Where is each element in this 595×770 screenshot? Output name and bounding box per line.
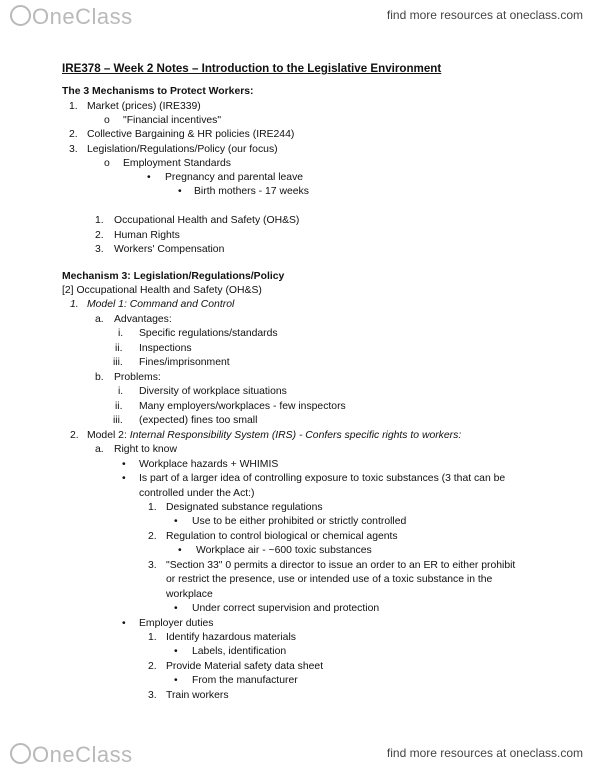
doc-title: IRE378 – Week 2 Notes – Introduction to the Legislative Environment: [62, 62, 442, 75]
list-item: Workplace air - ~600 toxic substances: [196, 545, 372, 556]
section2-heading: Mechanism 3: Legislation/Regulations/Policy: [62, 271, 285, 282]
list-item: Fines/imprisonment: [139, 357, 230, 368]
model2-label: [87, 429, 461, 443]
model2-desc: Internal Responsibility System (IRS) - Confers specific rights to workers:: [129, 430, 462, 441]
list-item: Pregnancy and parental leave: [165, 172, 304, 183]
model1-label: Model 1: Command and Control: [87, 299, 235, 310]
list-item: Inspections: [139, 343, 192, 354]
list-item: Identify hazardous materials: [166, 632, 296, 643]
marker: 3.: [148, 690, 157, 701]
list-item: From the manufacturer: [192, 675, 298, 686]
bullet-icon: •: [178, 186, 182, 197]
bullet-icon: •: [174, 603, 178, 614]
list-item: "Financial incentives": [123, 115, 222, 126]
list-item: Advantages:: [114, 314, 172, 325]
list-item: Use to be either prohibited or strictly controlled: [192, 516, 407, 527]
header-tagline[interactable]: find more resources at oneclass.com: [386, 8, 583, 22]
bullet-icon: •: [122, 473, 126, 484]
marker: 2.: [148, 661, 157, 672]
list-item: Market (prices) (IRE339): [87, 101, 201, 112]
list-item: Workers' Compensation: [114, 244, 225, 255]
list-item: Problems:: [114, 372, 161, 383]
marker: i.: [118, 386, 124, 397]
marker: 2.: [70, 430, 79, 441]
oneclass-logo[interactable]: [10, 742, 133, 768]
list-item: Human Rights: [114, 230, 180, 241]
section1-heading: The 3 Mechanisms to Protect Workers:: [62, 86, 254, 97]
logo-text: OneClass: [32, 4, 133, 29]
marker: iii.: [113, 415, 123, 426]
marker: 2.: [95, 230, 104, 241]
list-item-cont: workplace: [166, 589, 213, 600]
list-item: Train workers: [166, 690, 229, 701]
list-item: Occupational Health and Safety (OH&S): [114, 215, 300, 226]
marker: a.: [95, 444, 104, 455]
logo-ring-icon: [10, 5, 31, 26]
marker: 2.: [148, 531, 157, 542]
bullet-icon: •: [174, 646, 178, 657]
list-item: Provide Material safety data sheet: [166, 661, 324, 672]
marker: 1.: [148, 502, 157, 513]
list-item: Labels, identification: [192, 646, 287, 657]
marker: ii.: [115, 343, 123, 354]
bullet-icon: •: [174, 675, 178, 686]
list-item: Birth mothers - 17 weeks: [194, 186, 309, 197]
marker: i.: [118, 328, 124, 339]
bullet-icon: •: [178, 545, 182, 556]
list-item: (expected) fines too small: [139, 415, 258, 426]
list-item: Regulation to control biological or chemical agents: [166, 531, 398, 542]
list-item: Legislation/Regulations/Policy (our focus): [87, 144, 278, 155]
list-item: Employment Standards: [123, 158, 232, 169]
list-item: Specific regulations/standards: [139, 328, 278, 339]
logo-text: OneClass: [32, 742, 133, 767]
marker: 3.: [148, 560, 157, 571]
bullet-icon: •: [147, 172, 151, 183]
list-item: Right to know: [114, 444, 177, 455]
logo-ring-icon: [10, 743, 31, 764]
marker: 3.: [95, 244, 104, 255]
circle-bullet-icon: o: [104, 158, 110, 169]
header-bar: [0, 0, 595, 30]
list-item: "Section 33" 0 permits a director to issue an order to an ER to either prohibit: [166, 560, 516, 571]
list-item: Under correct supervision and protection: [192, 603, 380, 614]
bullet-icon: •: [122, 618, 126, 629]
list-item: Diversity of workplace situations: [139, 386, 287, 397]
list-item-cont: or restrict the presence, use or intended use of a toxic substance in the: [166, 574, 493, 585]
oneclass-logo[interactable]: [10, 4, 133, 30]
marker: 1.: [148, 632, 157, 643]
bullet-icon: •: [122, 459, 126, 470]
section2-subheading: [2] Occupational Health and Safety (OH&S): [62, 285, 262, 296]
marker: 1.: [95, 215, 104, 226]
list-item: Designated substance regulations: [166, 502, 323, 513]
footer-tagline[interactable]: find more resources at oneclass.com: [386, 746, 583, 760]
list-item-cont: controlled under the Act:): [139, 488, 255, 499]
circle-bullet-icon: o: [104, 115, 110, 126]
bullet-icon: •: [174, 516, 178, 527]
model2-prefix: Model 2:: [87, 430, 130, 441]
list-item: Workplace hazards + WHIMIS: [139, 459, 279, 470]
marker: a.: [95, 314, 104, 325]
marker: ii.: [115, 401, 123, 412]
marker: 1.: [70, 299, 79, 310]
list-item: Many employers/workplaces - few inspectors: [139, 401, 346, 412]
footer-bar: [0, 738, 595, 768]
marker: 3.: [69, 144, 78, 155]
marker: b.: [95, 372, 104, 383]
list-item: Is part of a larger idea of controlling exposure to toxic substances (3 that can be: [139, 473, 506, 484]
list-item: Collective Bargaining & HR policies (IRE244): [87, 129, 295, 140]
marker: iii.: [113, 357, 123, 368]
marker: 1.: [69, 101, 78, 112]
marker: 2.: [69, 129, 78, 140]
list-item: Employer duties: [139, 618, 214, 629]
